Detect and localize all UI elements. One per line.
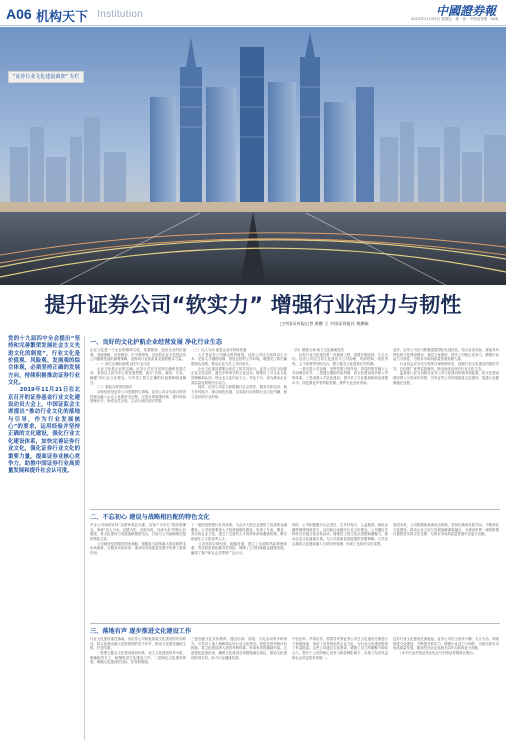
lead-paragraph: 党的十九届四中全会提出“坚持和完善繁荣发展社会主义先进文化的制度”，行业文化是价值观、风险观、发展观的综合体现，必须坚持正确的发展方向，持续积极推动证券行业文化。 2019年11月21日在北京召开的证券基金行业文化建设动员大会上，中国证监会主席提出“推动行业文化的落地与引导，作为行业发展核心”的要求，运用经验并坚持正确的文化建设，强化行业文化建设体系，加快完善证券行业文化，强化证券行业文化的重要力量，提高证券业核心竞争力，助推中国证券行业高质量发展和提升社会认可度。 — [8, 336, 80, 475]
byline: □中国证券报记者 黄鹏 王 中国证券报社 黄鹏航 — [280, 321, 369, 326]
section-3-column-1: 行业文化建设重在落地。各证券公司积极探索文化建设的有效路径，将文化理念融入经营管理的各个环节，推动文化建设落地生根、开花结果。 一是建立健全文化建设组织体系，成立文化建设领导小组，明确职责分工，统筹推进文化建设工作。二是制定文化建设规划，明确文化建设的目标、任务和措施。 — [90, 637, 186, 665]
section-1-column-4: 此外，证券公司应当积极借鉴国际先进经验，结合自身实际，探索具有特色的文化建设路径。通过文化建设，提升公司核心竞争力，增强行业活力与韧性，为资本市场高质量发展贡献力量。 行业协会应当充分发挥自律管理作用，加强行业文化建设的组织引导，总结推广优秀实践案例，推动形成良好的行业文化生态。 监管部门应当加强对证券公司文化建设的指导和监督，将文化建设情况纳入分类评价体系，引导证券公司持续推进文化建设，促进行业健康稳定发展。 — [393, 348, 499, 385]
section-2-column-3: 同时，公司积极履行社会责任，在乡村振兴、公益慈善、绿色金融等领域持续发力，以实际行动践行行业文化理念。公司通过多种形式开展文化宣传活动，增强员工的文化认同感和凝聚力，推动企业文化落地生根，为公司高质量发展提供坚强保障。公司还注重将文化建设融入日常经营管理，形成了良好的文化氛围。 — [292, 523, 388, 546]
section-2-column-1: 中金公司始终坚持“以国家利益为重，以客户为中心”的经营理念，秉承“以人为本、以德为先、以和为贵、以诚为本”的核心价值观，将文化建设与发展战略紧密结合，打造与公司战略相匹配的特色文化。 公司始终坚持服务国家战略，积极参与国家重大项目和资本市场改革，在服务实体经济、推动经济高质量发展中发挥了重要作用。 — [90, 523, 186, 555]
section-1-column-2: （三）以人为本 促进企业可持续发展 人才是证券公司最宝贵的财富。证券公司应当坚持以人为本，完善人才激励机制，营造良好的工作环境，增强员工的归属感和认同感，推动企业与员工共同成长。 企业文化建设需要全体员工的共同参与。证券公司应当加强企业文化宣传，通过多种形式的文化活动，增强员工对企业文化的理解和认同，使企业文化内化于心、外化于行，成为推动企业高质量发展的内生动力。 同时，证券公司应当积极履行社会责任，服务实体经济，助力乡村振兴，推动绿色发展，以实际行动诠释行业文化内涵，树立良好的行业形象。 — [191, 348, 287, 399]
section-2-column-2: 了一流的投资银行业务体系，为众多大型企业提供了优质的金融服务。公司高度重视人才培养和团队建设，形成了专业、敬业、务实的企业文化，建立了完善的人才培养体系和激励机制，吸引和留住了大批优秀人才。 公司坚持合规经营、稳健发展，建立了全面的风险管理体系，有效防范和化解各类风险，保障了公司持续稳定健康发展，赢得了客户和社会各界的广泛认可。 — [191, 523, 287, 555]
section-2-column-4: 展望未来，公司将继续秉承优良传统，坚持正确的发展方向，不断深化文化建设，推动企业文化与发展战略深度融合，为建设世界一流投资银行提供坚实的文化支撑，为资本市场高质量发展作出更大贡献。 — [393, 523, 499, 537]
section-divider — [90, 509, 500, 510]
skyline-illustration — [0, 27, 506, 285]
section-3-column-3: 中信证券、华泰证券、国泰君安等证券公司在文化建设方面进行了积极探索，形成了各具特色的企业文化，为行业文化建设提供了有益借鉴。这些公司通过文化建设，增强了员工的凝聚力和向心力，提升了公司的核心竞争力和品牌影响力，实现了经济效益和社会效益的有机统一。 — [292, 637, 388, 660]
masthead-logo: 中國證券報 — [435, 4, 496, 18]
section-3-title: 三、落地有声 逐步推进文化建设工作 — [90, 628, 192, 635]
section-1-column-1: 企业文化是一个企业的精神文化，发展精神，包括企业的价值观、发展战略、经营理念、行为准则等。良好的企业文化是证券公司健康发展的重要保障，是推动行业高质量发展的根本力量。 （一）树立正确价值观 践行行业文化 企业文化是企业的灵魂。证券公司应当坚持正确的发展方向，坚持以人民为中心的发展思想，践行“合规、诚信、专业、稳健”的行业文化理念，引导员工树立正确的价值观和职业操守。 （二）强化合规风控意识 合规经营是证券公司发展的生命线。证券公司应当将合规风控理念融入企业文化建设全过程，完善合规管理体系，提升风险管理水平，形成全员合规、主动合规的良好氛围。 — [90, 348, 186, 404]
section-name: 机构天下 — [36, 10, 89, 25]
header-rule — [0, 25, 506, 26]
column-tag: "证券行业文化建设调查" 专栏 — [8, 71, 84, 83]
city-skyline-photo — [0, 27, 506, 285]
section-3-column-2: 三是加强文化宣传教育，通过培训、讲座、文化活动等多种形式，引导员工深入理解和认同行业文化理念。四是完善考核评价机制，将文化建设纳入绩效考核体系，形成有效的激励约束。五是强化监督检查，确保文化建设各项措施落实到位，推动文化建设取得实效，助力行业健康发展。 — [191, 637, 287, 660]
section-english-name: Institution — [97, 9, 144, 20]
section-3-column-4: 证券行业文化建设任重道远。证券公司应当坚持不懈、久久为功，持续推进文化建设，不断提升软实力，增强行业活力与韧性，为推动资本市场高质量发展、服务经济社会发展大局作出新的更大贡献。 （本专栏由中国证券业协会与中国证券报联合推出） — [393, 637, 499, 655]
section-1-title: 一、良好的文化护航企业经营发展 净化行业生态 — [90, 339, 223, 346]
page-header — [0, 0, 506, 26]
section-divider — [90, 623, 500, 624]
column-divider — [84, 336, 85, 740]
dateline: 2022年11月25日 星期五 · 新 · 贵 · 中国证券报 · A06 — [411, 17, 498, 21]
section-number: A06 — [6, 6, 32, 22]
section-1-column-3: （四）精准合规 助力文化落地见效 证券行业文化建设是一项系统工程，需要长期坚持、久久为功。证券公司应当将文化建设与公司治理、内部控制、绩效考核、人才培养等有机结合，建立健全文化建设长效机制。 一是完善公司治理，发挥党建引领作用，将党的领导融入公司治理各环节。二是健全激励约束机制，将文化建设成效纳入考核体系。三是加强人才队伍建设，提升员工专业素质和职业道德水平。四是强化声誉风险管理，维护行业良好形象。 — [292, 348, 388, 385]
section-2-title: 二、不忘初心 建设与战略相匹配的特色文化 — [90, 514, 210, 521]
headline: 提升证券公司“软实力” 增强行业活力与韧性 — [44, 293, 462, 317]
